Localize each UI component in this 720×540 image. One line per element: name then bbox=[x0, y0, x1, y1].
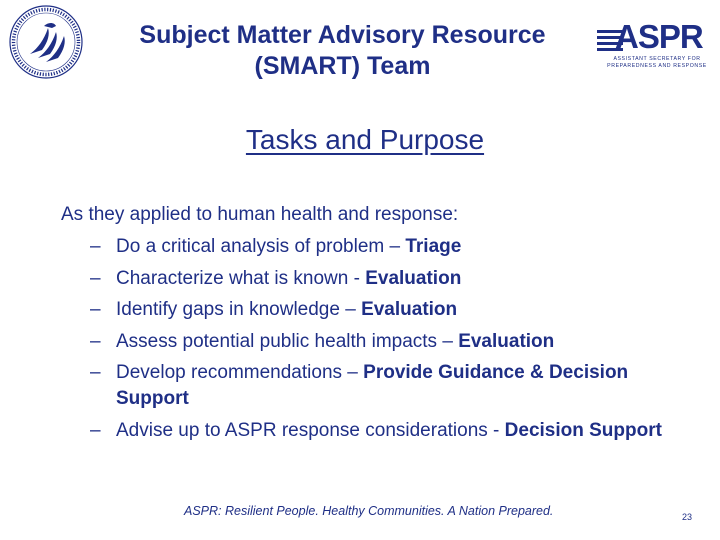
task-phase: Triage bbox=[405, 236, 462, 257]
task-list bbox=[90, 234, 690, 449]
dash-bullet: – bbox=[90, 236, 101, 257]
dash-bullet: – bbox=[90, 330, 101, 352]
task-text: Advise up to ASPR response considerations - bbox=[116, 419, 505, 441]
hhs-seal-icon bbox=[8, 4, 84, 80]
task-text: Assess potential public health impacts – bbox=[116, 330, 459, 352]
intro-text: As they applied to human health and response: bbox=[61, 204, 459, 225]
task-item bbox=[90, 418, 690, 444]
task-text: Develop recommendations – bbox=[116, 362, 364, 383]
dash-bullet: – bbox=[90, 267, 101, 289]
task-phase: Evaluation bbox=[458, 330, 555, 352]
task-item bbox=[90, 234, 690, 260]
task-item bbox=[90, 266, 690, 292]
task-item bbox=[90, 329, 690, 355]
task-phase: Evaluation bbox=[361, 299, 458, 320]
footer-motto: ASPR: Resilient People. Healthy Communities. A Nation Prepared. bbox=[184, 504, 554, 518]
task-phase: Decision Support bbox=[504, 419, 662, 441]
slide-title bbox=[100, 20, 585, 82]
aspr-logo-subtitle: ASSISTANT SECRETARY FOR PREPAREDNESS AND RESPONSE bbox=[607, 56, 707, 69]
aspr-logo bbox=[597, 18, 709, 72]
task-text: Do a critical analysis of problem – bbox=[116, 236, 406, 257]
task-item bbox=[90, 297, 690, 323]
task-phase: Provide Guidance & Decision Support bbox=[116, 362, 629, 409]
task-phase: Evaluation bbox=[365, 267, 462, 289]
aspr-logo-wordmark: ASPR bbox=[615, 18, 703, 55]
slide-title-line1: Subject Matter Advisory Resource bbox=[139, 21, 546, 49]
dash-bullet: – bbox=[90, 419, 101, 441]
dash-bullet: – bbox=[90, 362, 101, 383]
page-number: 23 bbox=[682, 512, 693, 522]
dash-bullet: – bbox=[90, 299, 101, 320]
task-text: Identify gaps in knowledge – bbox=[116, 299, 362, 320]
task-item bbox=[90, 360, 690, 412]
section-heading: Tasks and Purpose bbox=[245, 124, 485, 155]
slide-title-line2: (SMART) Team bbox=[254, 52, 431, 80]
task-text: Characterize what is known - bbox=[116, 267, 366, 289]
